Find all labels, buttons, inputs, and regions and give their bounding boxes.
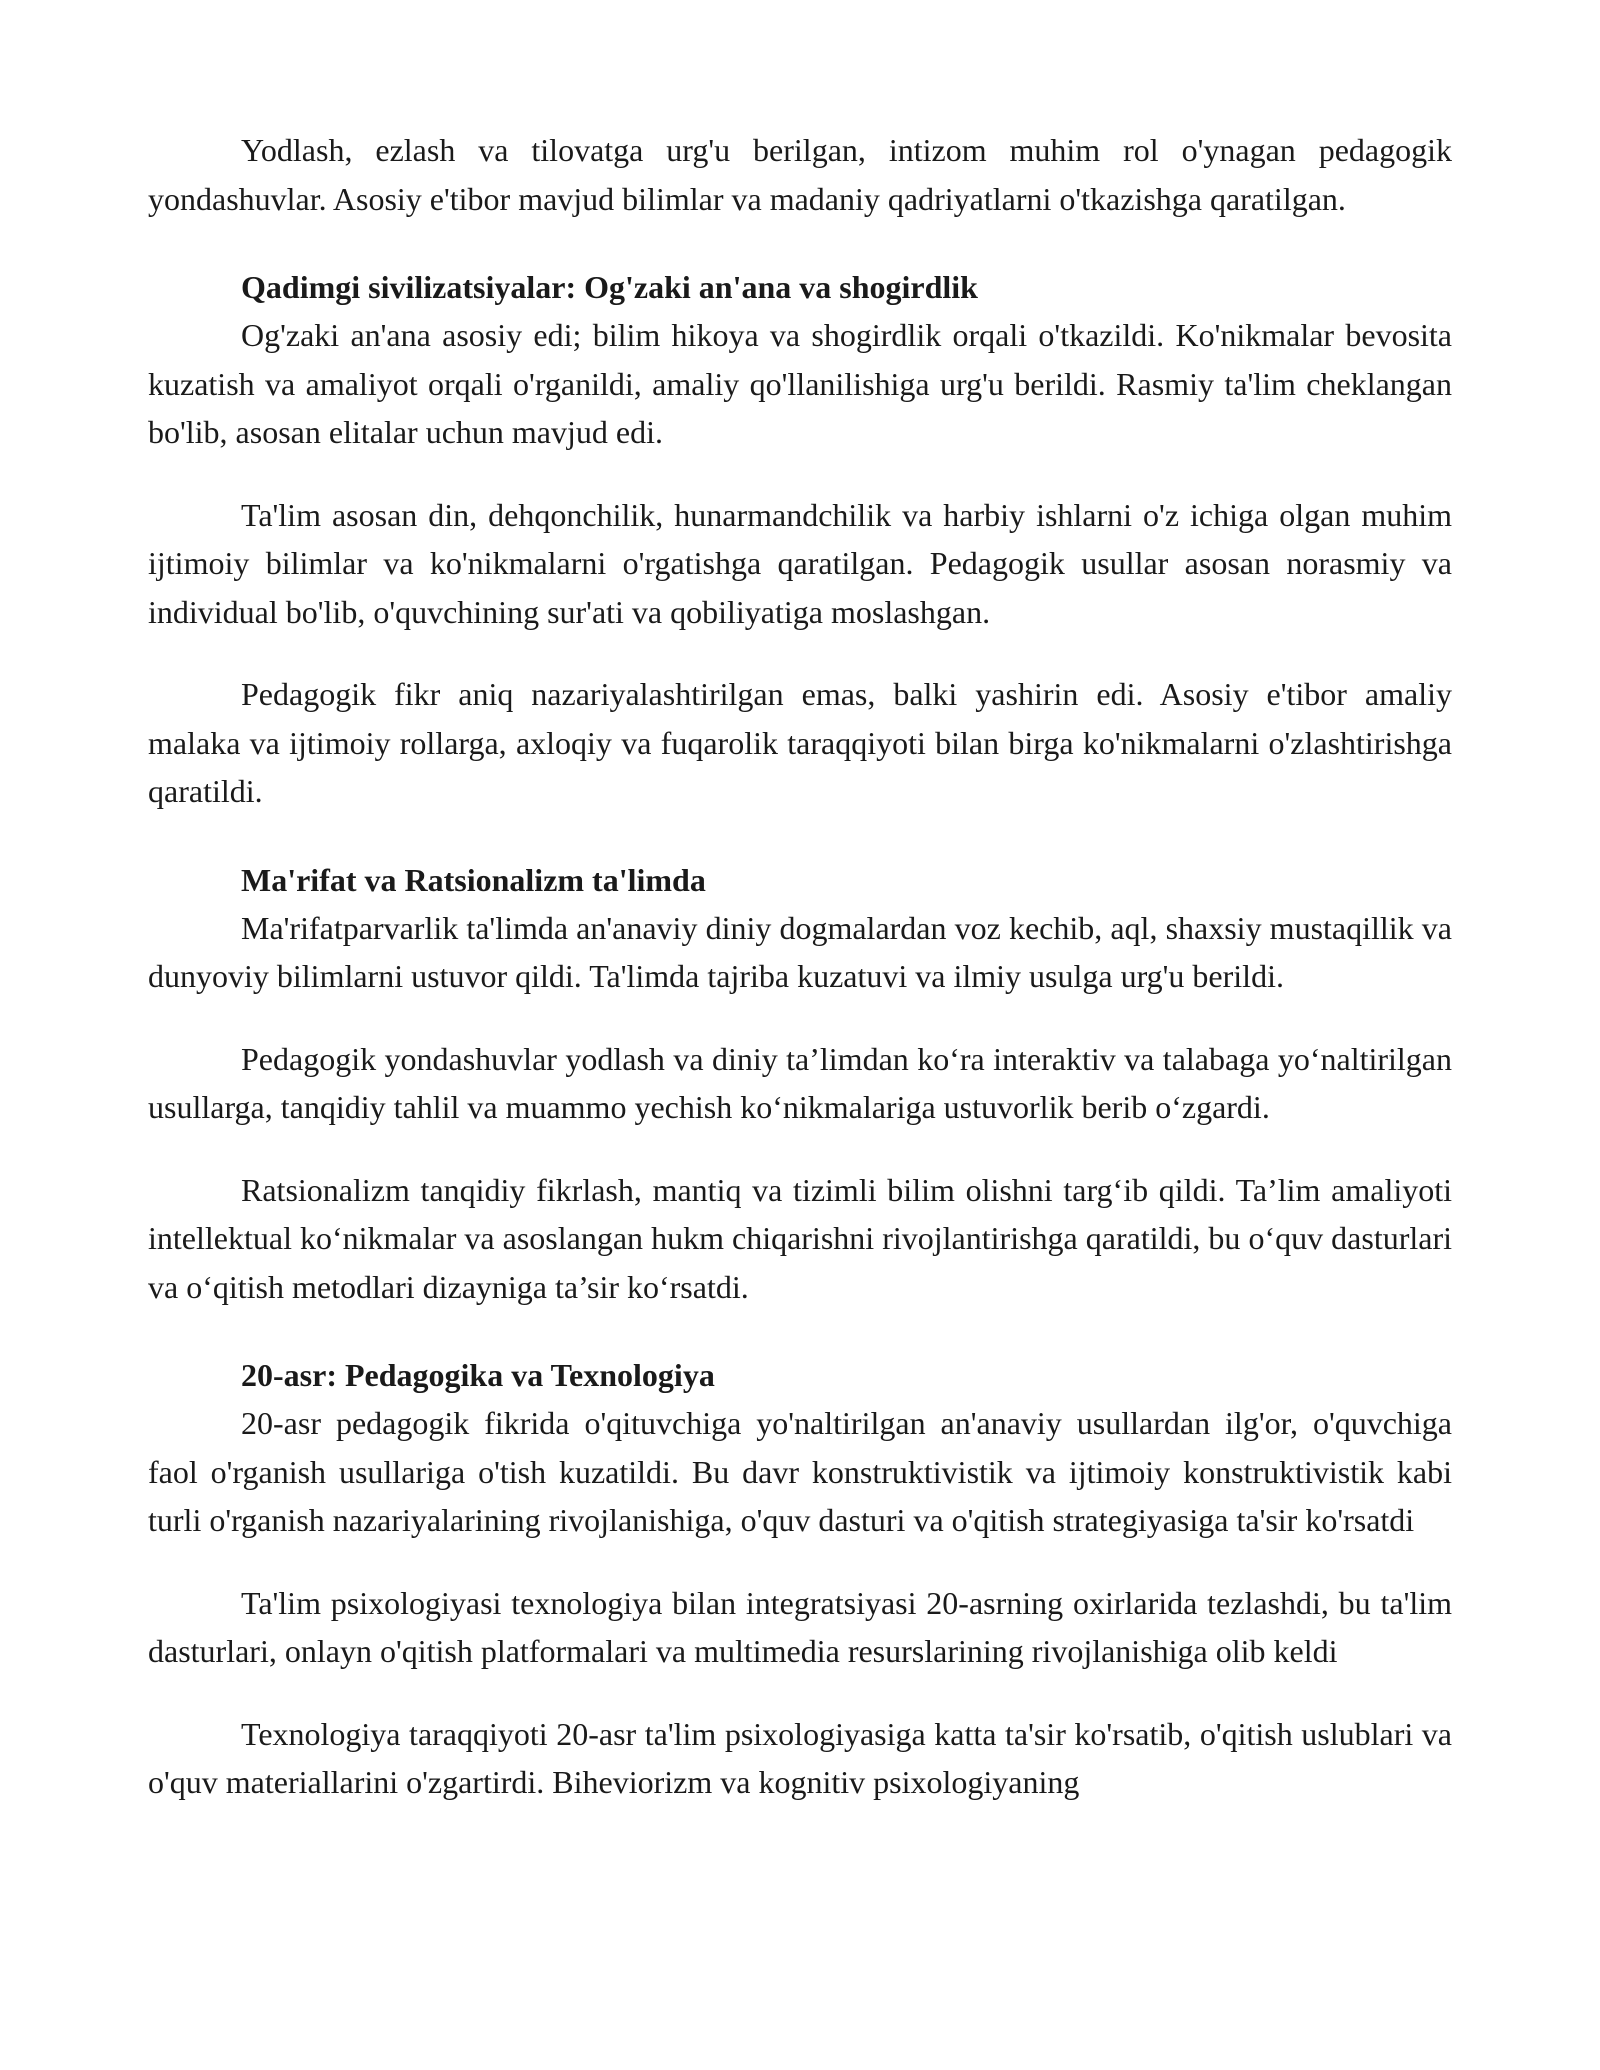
- paragraph-20th-century-2: Ta'lim psixologiyasi texnologiya bilan integratsiyasi 20-asrning oxirlarida tezlashdi, bu ta'lim dasturlari, onlayn o'qitish platformalari va multimedia resurslarining rivojlanishiga olib keldi: [148, 1584, 1452, 1669]
- intro-paragraph: Yodlash, ezlash va tilovatga urg'u berilgan, intizom muhim rol o'ynagan pedagogik yondashuvlar. Asosiy e'tibor mavjud bilimlar va madaniy qadriyatlarni o'tkazishga qaratilgan.: [148, 132, 1452, 217]
- section-heading-20th-century: 20-asr: Pedagogika va Texnologiya: [241, 1357, 715, 1393]
- paragraph-enlightenment-2: Pedagogik yondashuvlar yodlash va diniy ta’limdan ko‘ra interaktiv va talabaga yo‘naltirilgan usullarga, tanqidiy tahlil va muammo yechish ko‘nikmalariga ustuvorlik berib o‘zgardi.: [148, 1040, 1452, 1125]
- document-page: [148, 126, 1452, 1807]
- paragraph-ancient-3: Pedagogik fikr aniq nazariyalashtirilgan emas, balki yashirin edi. Asosiy e'tibor amaliy malaka va ijtimoiy rollarga, axloqiy va fuqarolik taraqqiyoti bilan birga ko'nikmalarni o'zlashtirishga qaratildi.: [148, 676, 1452, 809]
- paragraph-20th-century-3: Texnologiya taraqqiyoti 20-asr ta'lim psixologiyasiga katta ta'sir ko'rsatib, o'qitish uslublari va o'quv materiallarini o'zgartirdi. Biheviorizm va kognitiv psixologiyaning: [148, 1715, 1452, 1800]
- paragraph-20th-century-1: 20-asr pedagogik fikrida o'qituvchiga yo'naltirilgan an'anaviy usullardan ilg'or, o'quvchiga faol o'rganish usullariga o'tish kuzatildi. Bu davr konstruktivistik va ijtimoiy konstruktivistik kabi turli o'rganish nazariyalarining rivojlanishiga, o'quv dasturi va o'qitish strategiyasiga ta'sir ko'rsatdi: [148, 1405, 1452, 1538]
- paragraph-ancient-1: Og'zaki an'ana asosiy edi; bilim hikoya va shogirdlik orqali o'tkazildi. Ko'nikmalar bevosita kuzatish va amaliyot orqali o'rganildi, amaliy qo'llanilishiga urg'u berildi. Rasmiy ta'lim cheklangan bo'lib, asosan elitalar uchun mavjud edi.: [148, 317, 1452, 450]
- paragraph-ancient-2: Ta'lim asosan din, dehqonchilik, hunarmandchilik va harbiy ishlarni o'z ichiga olgan muhim ijtimoiy bilimlar va ko'nikmalarni o'rgatishga qaratilgan. Pedagogik usullar asosan norasmiy va individual bo'lib, o'quvchining sur'ati va qobiliyatiga moslashgan.: [148, 496, 1452, 630]
- section-heading-enlightenment: Ma'rifat va Ratsionalizm ta'limda: [241, 861, 706, 898]
- paragraph-enlightenment-3: Ratsionalizm tanqidiy fikrlash, mantiq va tizimli bilim olishni targ‘ib qildi. Ta’lim amaliyoti intellektual ko‘nikmalar va asoslangan hukm chiqarishni rivojlantirishga qaratildi, bu o‘quv dasturlari va o‘qitish metodlari dizayniga ta’sir ko‘rsatdi.: [148, 1171, 1452, 1305]
- section-heading-ancient-civilizations: Qadimgi sivilizatsiyalar: Og'zaki an'ana va shogirdlik: [241, 269, 978, 305]
- paragraph-enlightenment-1: Ma'rifatparvarlik ta'limda an'anaviy diniy dogmalardan voz kechib, aql, shaxsiy mustaqillik va dunyoviy bilimlarni ustuvor qildi. Ta'limda tajriba kuzatuvi va ilmiy usulga urg'u berildi.: [148, 909, 1452, 994]
